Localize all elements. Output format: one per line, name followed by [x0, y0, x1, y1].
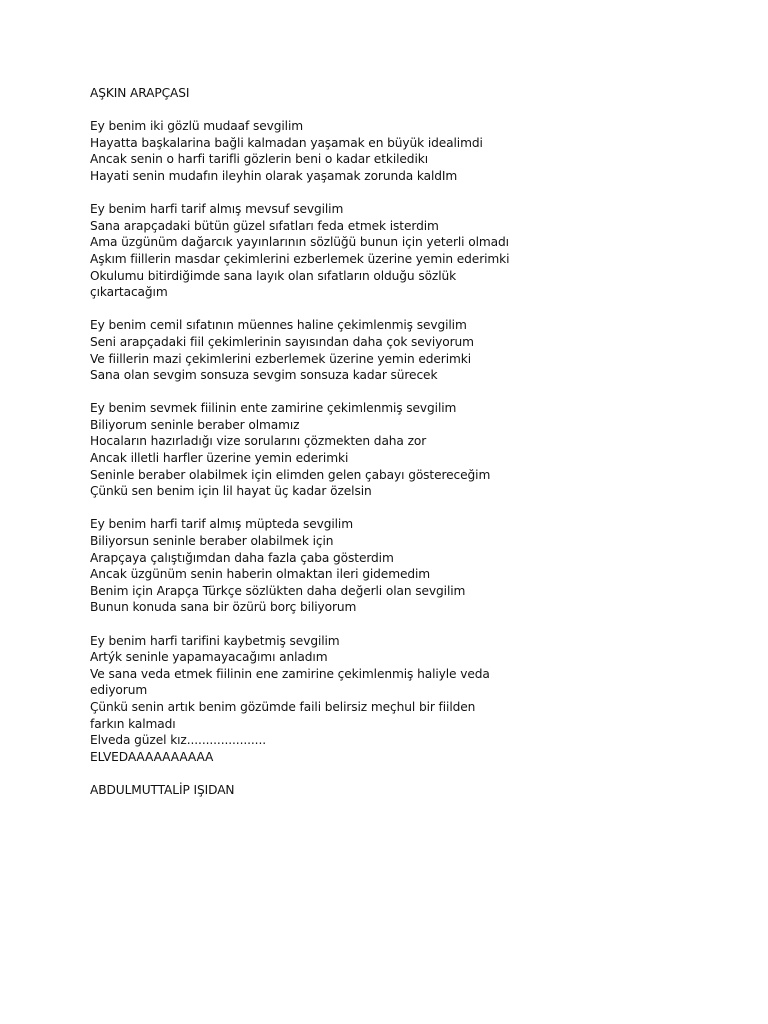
poem-line: Ey benim harfi tarifini kaybetmiş sevgilim	[90, 633, 340, 648]
poem-line: Ve fiillerin mazi çekimlerini ezberlemek üzerine yemin ederimki	[90, 351, 472, 366]
poem-line: Ey benim harfi tarif almış müpteda sevgilim	[90, 517, 353, 532]
poem-line: Sana olan sevgim sonsuza sevgim sonsuza kadar sürecek	[90, 368, 438, 383]
poem-line: Çünkü sen benim için lil hayat üç kadar özelsin	[90, 484, 372, 499]
poem-line: Benim için Arapça Türkçe sözlükten daha değerli olan sevgilim	[90, 583, 466, 598]
poem-line: Aşkım fiillerin masdar çekimlerini ezberlemek üzerine yemin ederimki	[90, 251, 510, 266]
stanza-5	[90, 516, 730, 616]
poem-line: çıkartacağım	[90, 285, 168, 300]
poem-line: Sana arapçadaki bütün güzel sıfatları feda etmek isterdim	[90, 218, 439, 233]
poem-line: Hayatta başkalarina bağli kalmadan yaşamak en büyük idealimdi	[90, 135, 483, 150]
poem-line: Biliyorsun seninle beraber olabilmek için	[90, 534, 334, 549]
poem-line: Ey benim sevmek fiilinin ente zamirine çekimlenmiş sevgilim	[90, 401, 457, 416]
poem-line: Ve sana veda etmek fiilinin ene zamirine çekimlenmiş haliyle veda	[90, 666, 490, 681]
poem-body	[90, 85, 730, 799]
poem-line: ELVEDAAAAAAAAAA	[90, 749, 214, 764]
stanza-6	[90, 633, 730, 766]
poem-line: Çünkü senin artık benim gözümde faili belirsiz meçhul bir fiilden	[90, 699, 476, 714]
poem-line: Ama üzgünüm dağarcık yayınlarının sözlüğü bunun için yeterli olmadı	[90, 235, 509, 250]
poem-title: AŞKIN ARAPÇASI	[90, 86, 190, 100]
stanza-gap	[90, 301, 730, 318]
stanza-gap	[90, 185, 730, 202]
stanza-1	[90, 118, 730, 184]
stanza-gap	[90, 384, 730, 401]
stanza-gap	[90, 500, 730, 517]
stanza-3	[90, 317, 730, 383]
author-signature: ABDULMUTTALİP IŞIDAN	[90, 782, 235, 797]
poem-line: Elveda güzel kız.....................	[90, 733, 266, 748]
poem-line: Artýk seninle yapamayacağımı anladım	[90, 650, 328, 665]
poem-line: Ey benim harfi tarif almış mevsuf sevgilim	[90, 202, 344, 217]
poem-line: Seni arapçadaki fiil çekimlerinin sayısından daha çok seviyorum	[90, 334, 474, 349]
stanza-2	[90, 201, 730, 301]
stanza-gap	[90, 616, 730, 633]
poem-line: Arapçaya çalıştığımdan daha fazla çaba gösterdim	[90, 550, 394, 565]
poem-line: Seninle beraber olabilmek için elimden gelen çabayı göstereceğim	[90, 467, 491, 482]
poem-line: Hayati senin mudafın ileyhin olarak yaşamak zorunda kaldIm	[90, 168, 458, 183]
poem-line: Ancak senin o harfi tarifli gözlerin beni o kadar etkiledikı	[90, 152, 428, 167]
poem-line: Okulumu bitirdiğimde sana layık olan sıfatların olduğu sözlük	[90, 268, 457, 283]
poem-line: Ey benim cemil sıfatının müennes haline çekimlenmiş sevgilim	[90, 318, 467, 333]
poem-line: Ey benim iki gözlü mudaaf sevgilim	[90, 119, 304, 134]
stanza-4	[90, 400, 730, 500]
poem-line: ediyorum	[90, 683, 148, 698]
poem-line: farkın kalmadı	[90, 716, 176, 731]
poem-line: Ancak üzgünüm senin haberin olmaktan ileri gidemedim	[90, 567, 431, 582]
poem-line: Ancak illetli harfler üzerine yemin ederimki	[90, 451, 349, 466]
poem-line: Bunun konuda sana bir özürü borç biliyorum	[90, 600, 357, 615]
poem-line: Hocaların hazırladığı vize sorularını çözmekten daha zor	[90, 434, 427, 449]
poem-line: Biliyorum seninle beraber olmamız	[90, 417, 300, 432]
